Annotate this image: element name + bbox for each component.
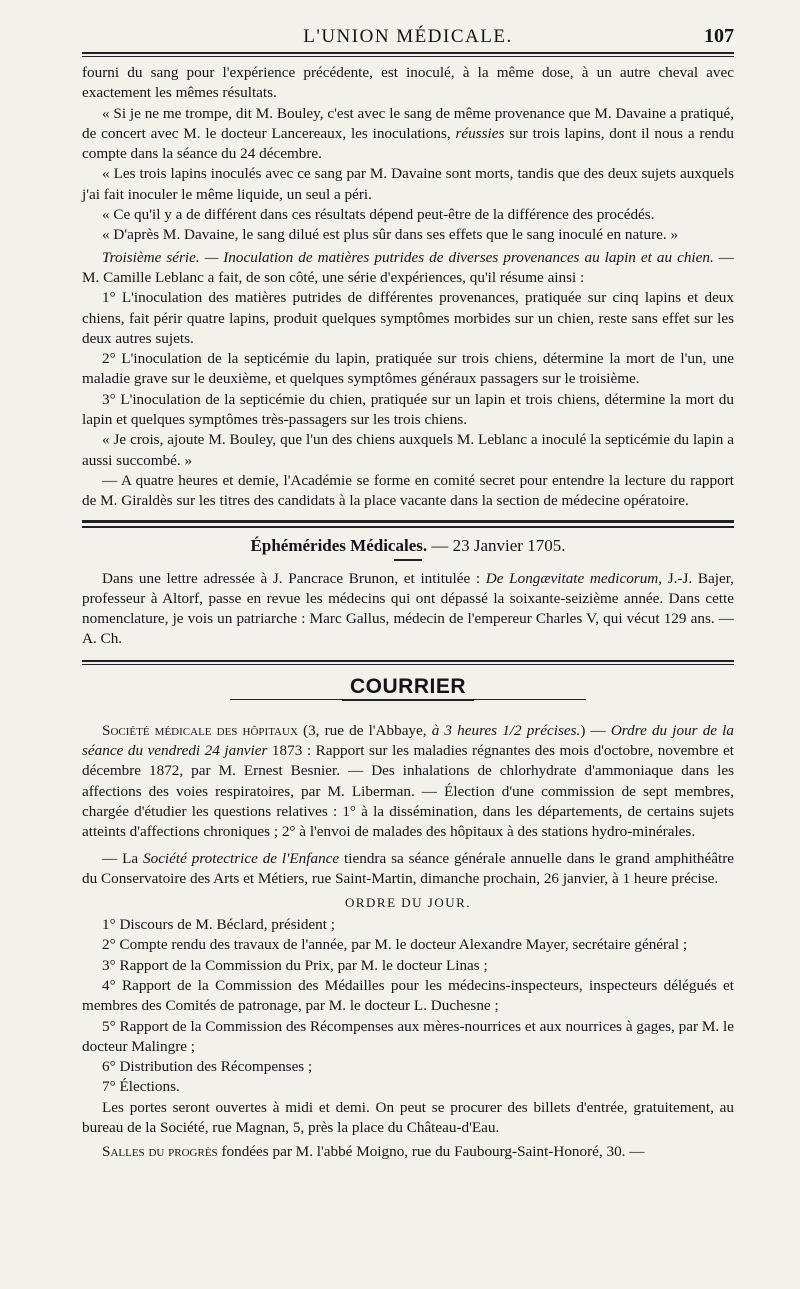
- section-rule: [82, 660, 734, 665]
- agenda-item: 6° Distribution des Récompenses ;: [102, 1058, 313, 1076]
- paragraph: 3° L'inoculation de la septicémie du chien, pratiquée sur un lapin et trois chiens, détermine la mort du lapin et quelques symptômes très-passagers sur les trois chiens.: [82, 390, 734, 429]
- paragraph: Dans une lettre adressée à J. Pancrace Brunon, et intitulée : De Longævitate medicorum, J.-J. Bajer, professeur à Altorf, passe en revue les médecins qui ont dépassé la soixante-seizième année. Dans cette nomenclature, je vois un patriarche : Marc Gallus, médecin de l'empereur Charles V, qui vécut 129 ans. — A. Ch.: [82, 569, 734, 648]
- header-rule: [82, 52, 734, 57]
- emphasis: De Longævitate medicorum,: [485, 569, 663, 587]
- academy-report-section: [82, 63, 734, 512]
- paragraph: — La Société protectrice de l'Enfance tiendra sa séance générale annuelle dans le grand amphithéâtre du Conservatoire des Arts et Métiers, rue Saint-Martin, dimanche prochain, 26 janvier, à 1 heure précise.: [82, 849, 734, 887]
- ephemerides-heading: Éphémérides Médicales. — 23 Janvier 1705.: [250, 535, 566, 555]
- ephemerides-section: [82, 536, 734, 650]
- agenda-item: 4° Rapport de la Commission des Médailles pour les médecins-inspecteurs, inspecteurs délégués et membres des Comités de patronage, par M. le docteur L. Duchesne ;: [82, 976, 734, 1015]
- paragraph: « D'après M. Davaine, le sang dilué est plus sûr dans ses effets que le sang inoculé en nature. »: [102, 226, 679, 244]
- paragraph: Société médicale des hôpitaux (3, rue de l'Abbaye, à 3 heures 1/2 précises.) — Ordre du jour de la séance du vendredi 24 janvier 1873 : Rapport sur les maladies régnantes des mois d'octobre, novembre et décembre 1872, par M. Ernest Besnier. — Des inhalations de chlorhydrate d'ammoniaque dans les affections des voies respiratoires, par M. Liberman. — Élection d'une commission de sept membres, chargée d'étudier les questions relatives : 1° à la dissémination, dans les départements, de certains sujets atteints d'affections chroniques ; 2° à l'envoi de malades des hôpitaux à des stations hydro-minérales.: [82, 721, 734, 841]
- emphasis: réussies: [455, 124, 505, 142]
- paragraph: « Si je ne me trompe, dit M. Bouley, c'est avec le sang de même provenance que M. Davaine a pratiqué, de concert avec M. le docteur Lancereaux, les inoculations, réussies sur trois lapins, dont il nous a rendu compte dans la séance du 24 décembre.: [82, 104, 735, 163]
- paragraph: Salles du progrès fondées par M. l'abbé Moigno, rue du Faubourg-Saint-Honoré, 30. —: [102, 1143, 645, 1161]
- short-rule: [394, 559, 422, 561]
- paragraph: 2° L'inoculation de la septicémie du lapin, pratiquée sur trois chiens, détermine la mort de l'un, une maladie grave sur le deuxième, et quelques symptômes généraux passagers sur le troisième.: [82, 350, 734, 388]
- agenda-item: 1° Discours de M. Béclard, président ;: [102, 916, 335, 934]
- paragraph: Troisième série. — Inoculation de matières putrides de diverses provenances au lapin et au chien. — M. Camille Leblanc a fait, de son côté, une série d'expériences, qu'il résume ainsi :: [82, 248, 734, 286]
- page-number: 107: [704, 25, 734, 47]
- paragraph: 1° L'inoculation des matières putrides de différentes provenances, pratiquée sur cinq lapins et deux chiens, fait périr quatre lapins, produit quelques symptômes morbides sur un chien, reste sans effet sur les deux autres sujets.: [82, 289, 734, 347]
- agenda-list: [82, 915, 734, 1098]
- agenda-item: 5° Rapport de la Commission des Récompenses aux mères-nourrices et aux nourrices à gages, par M. le docteur Malingre ;: [82, 1017, 734, 1055]
- agenda-item: 7° Élections.: [102, 1078, 180, 1096]
- paragraph: « Ce qu'il y a de différent dans ces résultats dépend peut-être de la différence des procédés.: [102, 206, 655, 224]
- paragraph: « Je crois, ajoute M. Bouley, que l'un des chiens auxquels M. Leblanc a inoculé la septicémie du lapin a aussi succombé. »: [82, 431, 734, 469]
- journal-title: L'UNION MÉDICALE.: [303, 26, 513, 47]
- paragraph: « Les trois lapins inoculés avec ce sang par M. Davaine sont morts, tandis que des deux sujets auxquels j'ai fait inoculer le même liquide, un seul a péri.: [82, 165, 734, 203]
- running-head: [82, 16, 734, 50]
- paragraph: — A quatre heures et demie, l'Académie se forme en comité secret pour entendre la lecture du rapport de M. Giraldès sur les titres des candidats à la place vacante dans la section de médecine opératoire.: [82, 471, 734, 510]
- courrier-section: [82, 675, 734, 1163]
- paragraph: Les portes seront ouvertes à midi et demi. On peut se procurer des billets d'entrée, gratuitement, au bureau de la Société, rue Magnan, 5, près la place du Château-d'Eau.: [82, 1098, 734, 1137]
- agenda-item: 2° Compte rendu des travaux de l'année, par M. le docteur Alexandre Mayer, secrétaire général ;: [102, 936, 688, 954]
- series-heading: Troisième série. — Inoculation de matières putrides de diverses provenances au lapin et au chien.: [102, 248, 714, 266]
- agenda-heading: ORDRE DU JOUR.: [344, 895, 472, 911]
- courrier-heading: [82, 675, 734, 721]
- courrier-title: COURRIER: [342, 675, 474, 701]
- agenda-item: 3° Rapport de la Commission du Prix, par M. le docteur Linas ;: [102, 956, 488, 974]
- section-rule: [82, 520, 734, 528]
- paragraph: fourni du sang pour l'expérience précédente, est inoculé, à la même dose, à un autre cheval avec exactement les mêmes résultats.: [82, 64, 734, 102]
